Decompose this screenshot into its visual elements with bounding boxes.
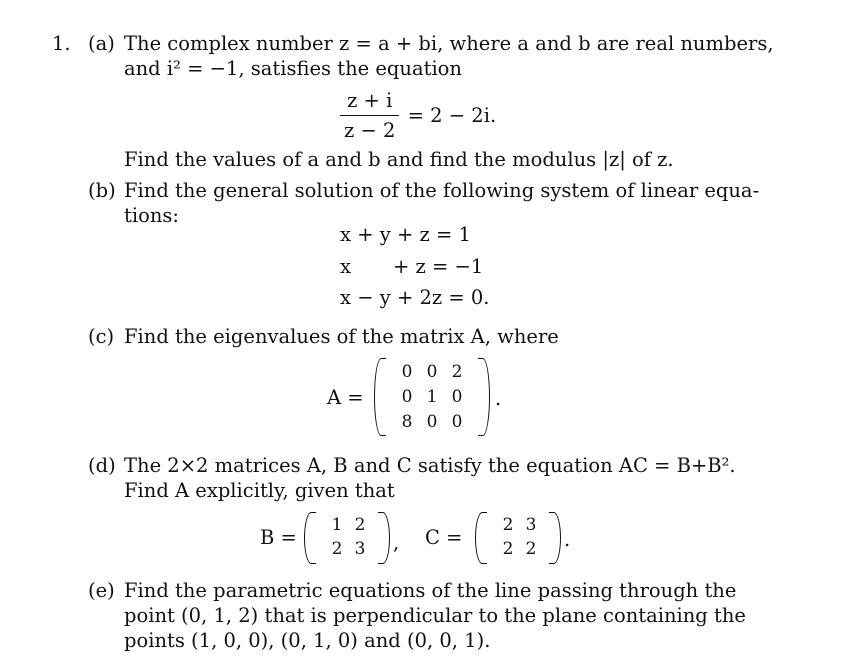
matrix-cell: 0: [401, 362, 413, 382]
system-eq-3: x − y + 2z = 0.: [340, 286, 490, 309]
part-e-label: (e): [88, 579, 115, 602]
matrix-b: [304, 512, 390, 564]
matrix-separator: ,: [393, 531, 400, 554]
equation-rhs: = 2 − 2i.: [407, 104, 497, 127]
part-a-label: (a): [88, 32, 115, 55]
part-d-line1: The 2×2 matrices A, B and C satisfy the equation AC = B+B².: [124, 454, 736, 477]
matrix-cell: 2: [331, 539, 343, 559]
part-e-line2: point (0, 1, 2) that is perpendicular to the plane containing the: [124, 604, 746, 627]
left-paren: [475, 512, 487, 564]
matrix-c-period: .: [564, 528, 571, 551]
system-eq-1: x + y + z = 1: [340, 223, 471, 246]
part-c-line1: Find the eigenvalues of the matrix A, where: [124, 325, 559, 348]
matrix-cell: 1: [426, 387, 438, 407]
matrix-cell: 2: [502, 539, 514, 559]
matrix-cell: 2: [502, 515, 514, 535]
matrix-a: [374, 358, 490, 436]
matrix-cell: 0: [451, 412, 463, 432]
matrix-cell: 2: [525, 539, 537, 559]
part-e-line3: points (1, 0, 0), (0, 1, 0) and (0, 0, 1).: [124, 629, 491, 652]
matrix-c-lhs: C =: [425, 526, 463, 549]
matrix-cell: 3: [525, 515, 537, 535]
matrix-cell: 0: [401, 387, 413, 407]
equation-fraction: [340, 88, 399, 143]
fraction-numerator: z + i: [340, 88, 399, 116]
matrix-cell: 0: [426, 412, 438, 432]
part-d-line2: Find A explicitly, given that: [124, 479, 395, 502]
right-paren: [549, 512, 561, 564]
matrix-c-cells: [491, 512, 545, 564]
matrix-b-cells: [320, 512, 374, 564]
part-a-equation: [340, 88, 496, 143]
matrix-a-cells: [390, 358, 474, 436]
problem-number: 1.: [52, 32, 71, 55]
matrix-c: [475, 512, 561, 564]
matrix-cell: 0: [426, 362, 438, 382]
part-a-line1: The complex number z = a + bi, where a and b are real numbers,: [124, 32, 774, 55]
part-a-line2: and i² = −1, satisfies the equation: [124, 57, 462, 80]
part-b-line2: tions:: [124, 204, 179, 227]
system-eq-2-rest: + z = −1: [393, 255, 484, 278]
left-paren: [304, 512, 316, 564]
matrix-cell: 1: [331, 515, 343, 535]
matrix-cell: 2: [451, 362, 463, 382]
right-paren: [478, 358, 490, 436]
part-d-label: (d): [88, 454, 116, 477]
matrix-cell: 2: [354, 515, 366, 535]
matrix-cell: 3: [354, 539, 366, 559]
part-c-label: (c): [88, 325, 115, 348]
matrix-cell: 0: [451, 387, 463, 407]
matrix-a-lhs: A =: [327, 386, 364, 409]
matrix-b-lhs: B =: [260, 526, 297, 549]
part-b-line1: Find the general solution of the following system of linear equa-: [124, 179, 760, 202]
left-paren: [374, 358, 386, 436]
right-paren: [378, 512, 390, 564]
matrix-cell: 8: [401, 412, 413, 432]
fraction-denominator: z − 2: [344, 119, 396, 142]
part-e-line1: Find the parametric equations of the line passing through the: [124, 579, 737, 602]
matrix-a-period: .: [495, 387, 502, 410]
part-b-label: (b): [88, 179, 116, 202]
system-eq-2-x: x: [340, 255, 351, 278]
part-a-line3: Find the values of a and b and find the modulus |z| of z.: [124, 148, 674, 171]
